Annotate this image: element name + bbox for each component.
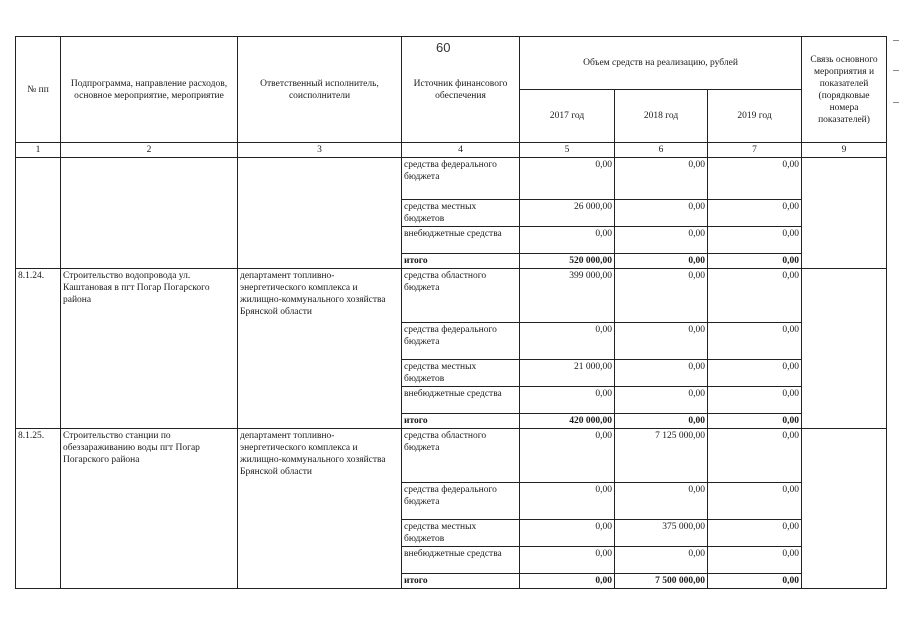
amount-2017: 420 000,00 — [520, 414, 615, 429]
source-cell: внебюджетные средства — [402, 547, 520, 574]
item-code: 8.1.25. — [16, 429, 61, 589]
amount-2019: 0,00 — [708, 387, 802, 414]
amount-2018: 0,00 — [615, 360, 708, 387]
column-number: 2 — [61, 143, 238, 158]
column-number: 9 — [802, 143, 887, 158]
header-number: № пп — [16, 37, 61, 143]
table-row — [16, 269, 887, 323]
column-number: 7 — [708, 143, 802, 158]
empty-cell — [16, 158, 61, 269]
amount-2017: 520 000,00 — [520, 254, 615, 269]
column-number: 5 — [520, 143, 615, 158]
amount-2017: 26 000,00 — [520, 200, 615, 227]
amount-2019: 0,00 — [708, 158, 802, 200]
amount-2018: 0,00 — [615, 200, 708, 227]
source-cell: итого — [402, 254, 520, 269]
amount-2019: 0,00 — [708, 360, 802, 387]
source-cell: средства местных бюджетов — [402, 200, 520, 227]
header-program: Подпрограмма, направление расходов, основное мероприятие, мероприятие — [61, 37, 238, 143]
empty-cell — [238, 158, 402, 269]
amount-2019: 0,00 — [708, 520, 802, 547]
item-name: Строительство станции по обеззараживанию воды пгт Погар Погарского района — [61, 429, 238, 589]
header-link: Связь основного мероприятия и показателей (порядковые номера показателей) — [802, 37, 887, 143]
amount-2017: 21 000,00 — [520, 360, 615, 387]
header-year-2019: 2019 год — [708, 90, 802, 143]
amount-2018: 0,00 — [615, 547, 708, 574]
item-executor: департамент топливно-энергетического комплекса и жилищно-коммунального хозяйства Брянской области — [238, 269, 402, 429]
amount-2019: 0,00 — [708, 200, 802, 227]
amount-2019: 0,00 — [708, 269, 802, 323]
source-cell: итого — [402, 574, 520, 589]
amount-2018: 0,00 — [615, 387, 708, 414]
table-row — [16, 158, 887, 200]
header-source: Источник финансового обеспечения — [402, 37, 520, 143]
table-row — [16, 429, 887, 483]
column-number: 1 — [16, 143, 61, 158]
amount-2017: 0,00 — [520, 574, 615, 589]
scan-edge-mark — [893, 102, 899, 103]
column-number: 3 — [238, 143, 402, 158]
source-cell: средства федерального бюджета — [402, 323, 520, 360]
amount-2018: 0,00 — [615, 483, 708, 520]
header-volume: Объем средств на реализацию, рублей — [520, 37, 802, 90]
link-cell — [802, 429, 887, 589]
item-code: 8.1.24. — [16, 269, 61, 429]
source-cell: средства областного бюджета — [402, 429, 520, 483]
item-executor: департамент топливно-энергетического комплекса и жилищно-коммунального хозяйства Брянской области — [238, 429, 402, 589]
empty-cell — [61, 158, 238, 269]
header-year-2017: 2017 год — [520, 90, 615, 143]
amount-2019: 0,00 — [708, 227, 802, 254]
amount-2018: 375 000,00 — [615, 520, 708, 547]
column-number: 6 — [615, 143, 708, 158]
header-year-2018: 2018 год — [615, 90, 708, 143]
amount-2018: 0,00 — [615, 158, 708, 200]
amount-2017: 399 000,00 — [520, 269, 615, 323]
amount-2019: 0,00 — [708, 429, 802, 483]
item-name: Строительство водопровода ул. Каштановая в пгт Погар Погарского района — [61, 269, 238, 429]
header-executor: Ответственный исполнитель, соисполнители — [238, 37, 402, 143]
amount-2019: 0,00 — [708, 547, 802, 574]
amount-2017: 0,00 — [520, 227, 615, 254]
amount-2019: 0,00 — [708, 414, 802, 429]
source-cell: внебюджетные средства — [402, 387, 520, 414]
amount-2017: 0,00 — [520, 387, 615, 414]
amount-2018: 0,00 — [615, 269, 708, 323]
column-number: 4 — [402, 143, 520, 158]
source-cell: средства местных бюджетов — [402, 360, 520, 387]
amount-2018: 0,00 — [615, 227, 708, 254]
source-cell: средства федерального бюджета — [402, 158, 520, 200]
amount-2018: 7 500 000,00 — [615, 574, 708, 589]
column-number-row — [16, 143, 887, 158]
scan-edge-mark — [893, 40, 899, 41]
source-cell: средства федерального бюджета — [402, 483, 520, 520]
source-cell: средства областного бюджета — [402, 269, 520, 323]
link-cell — [802, 158, 887, 269]
amount-2017: 0,00 — [520, 483, 615, 520]
amount-2018: 0,00 — [615, 254, 708, 269]
link-cell — [802, 269, 887, 429]
amount-2019: 0,00 — [708, 483, 802, 520]
amount-2019: 0,00 — [708, 574, 802, 589]
amount-2019: 0,00 — [708, 323, 802, 360]
amount-2018: 0,00 — [615, 323, 708, 360]
amount-2017: 0,00 — [520, 323, 615, 360]
source-cell: средства местных бюджетов — [402, 520, 520, 547]
source-cell: итого — [402, 414, 520, 429]
amount-2017: 0,00 — [520, 547, 615, 574]
source-cell: внебюджетные средства — [402, 227, 520, 254]
amount-2017: 0,00 — [520, 158, 615, 200]
scan-edge-mark — [893, 70, 899, 71]
amount-2018: 0,00 — [615, 414, 708, 429]
amount-2018: 7 125 000,00 — [615, 429, 708, 483]
amount-2017: 0,00 — [520, 429, 615, 483]
amount-2019: 0,00 — [708, 254, 802, 269]
page-number: 60 — [436, 40, 451, 55]
budget-table — [15, 36, 887, 589]
amount-2017: 0,00 — [520, 520, 615, 547]
